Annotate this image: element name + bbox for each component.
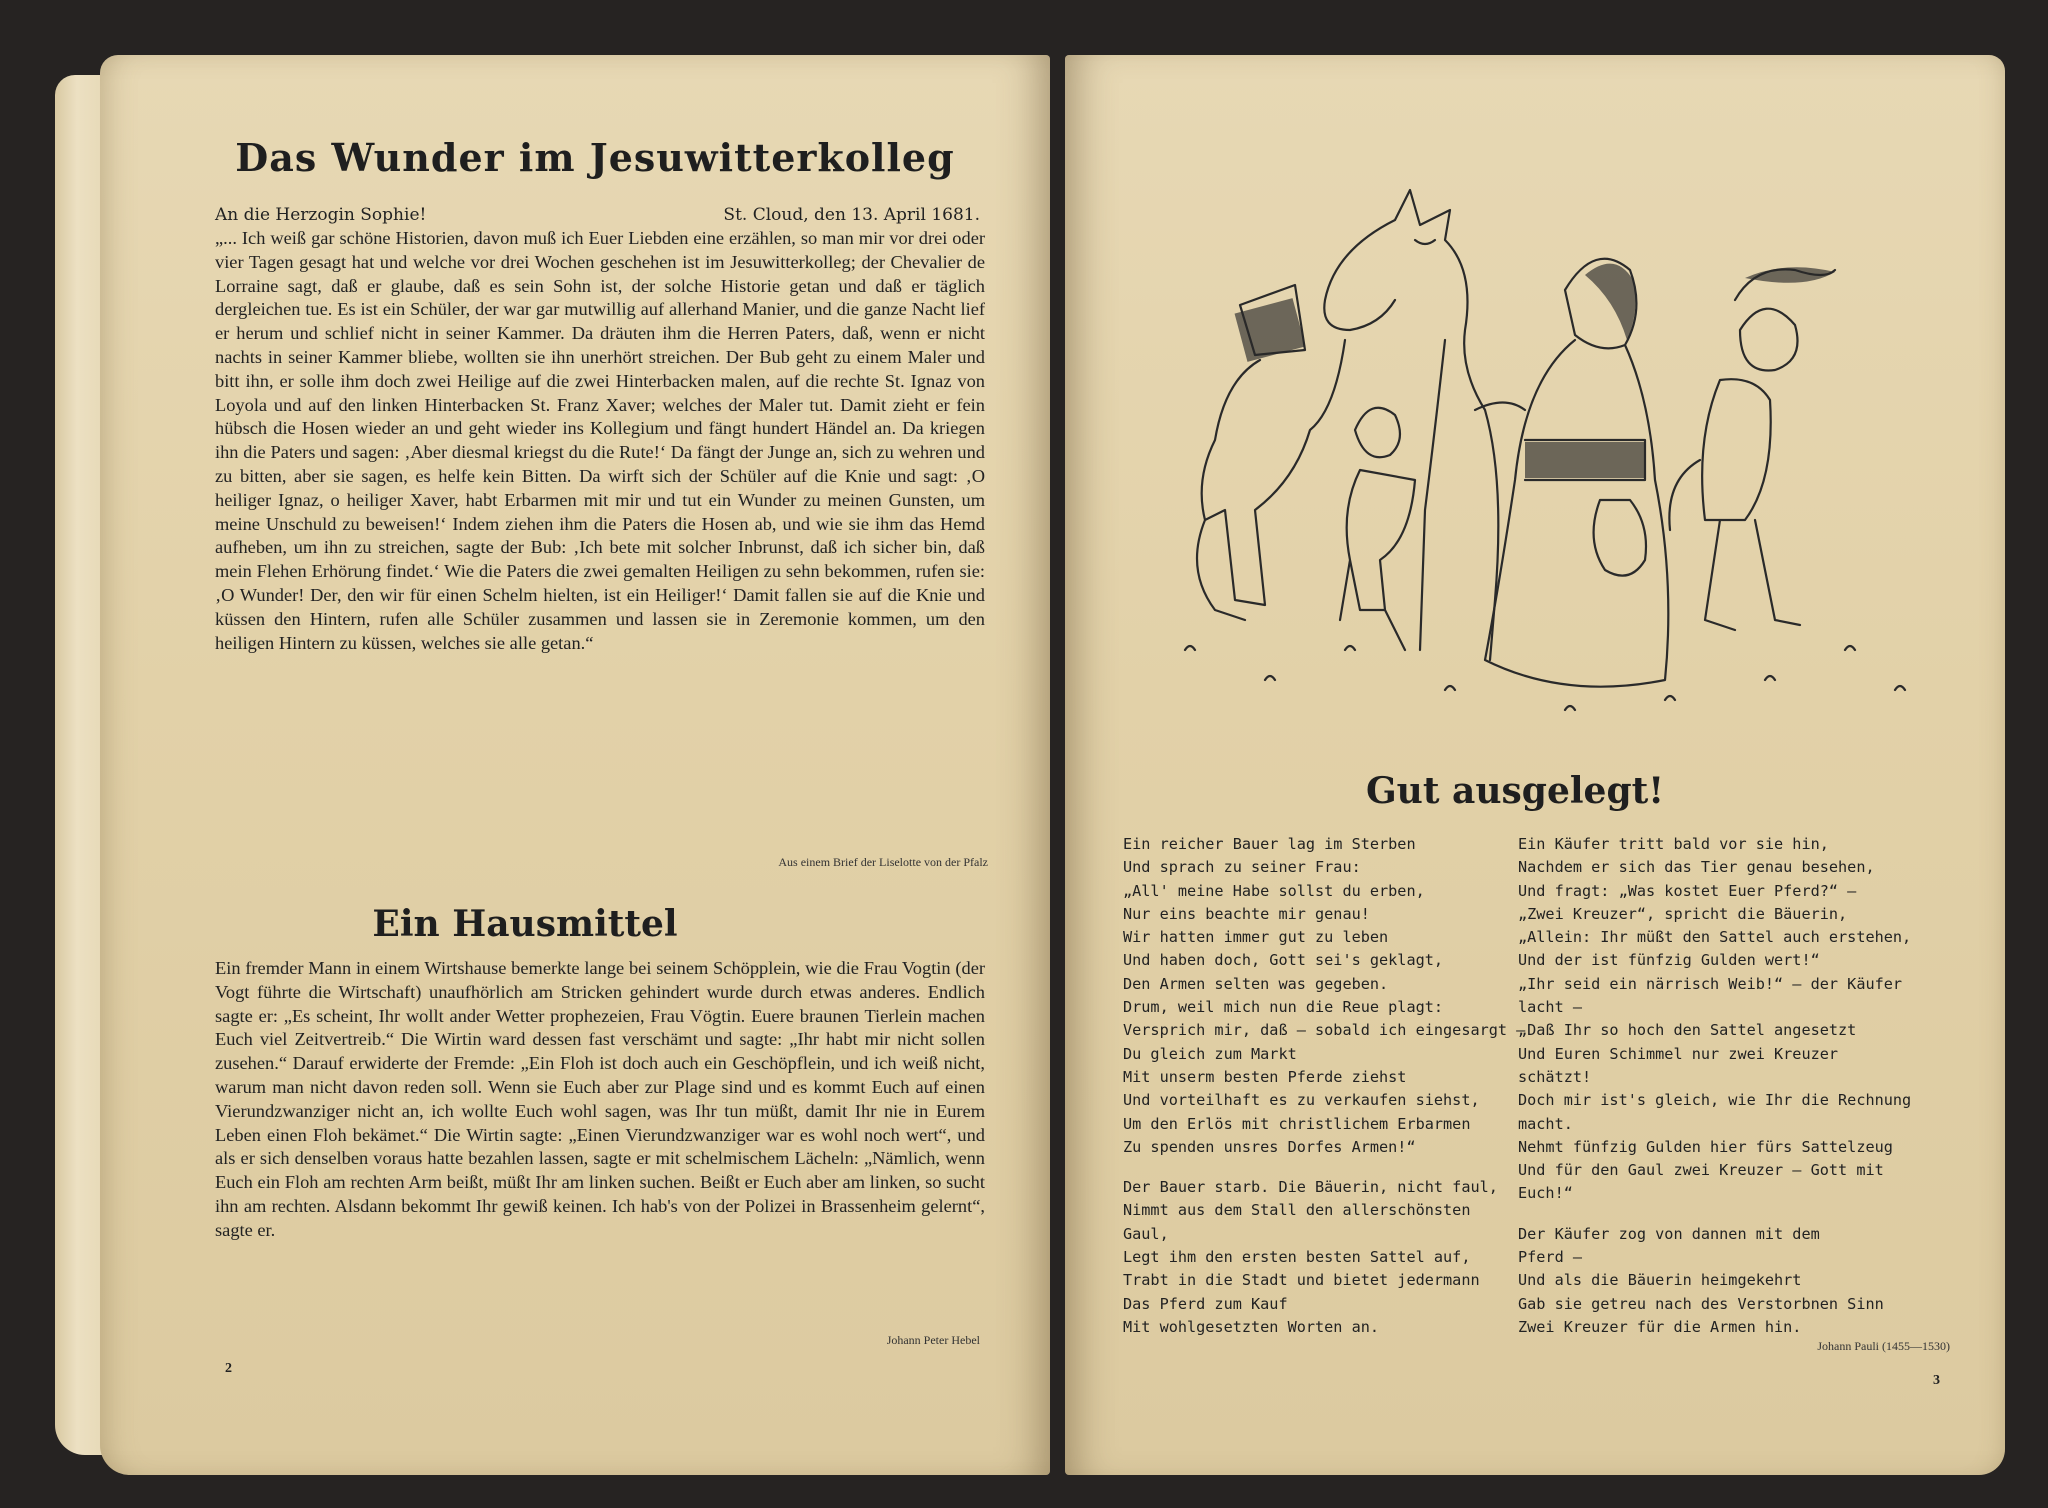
page-number-right: 3 <box>1933 1373 1940 1388</box>
poem-column-right <box>1518 833 1938 1339</box>
poem-title: Gut ausgelegt! <box>1365 770 1665 812</box>
poem-line: lacht – <box>1518 998 1583 1017</box>
woodcut-illustration <box>1145 180 1935 740</box>
poem-line: „All' meine Habe sollst du erben, <box>1123 881 1425 900</box>
poem-line: Doch mir ist's gleich, wie Ihr die Rechnung <box>1518 1091 1912 1110</box>
poem-line: Nur eins beachte mir genau! <box>1123 904 1370 923</box>
story-title: Ein Hausmittel <box>372 903 678 945</box>
poem-line: Der Käufer zog von dannen mit dem <box>1518 1224 1820 1243</box>
poem-line: „Zwei Kreuzer“, spricht die Bäuerin, <box>1518 904 1848 923</box>
poem-line: Gaul, <box>1123 1224 1169 1243</box>
letter-title: Das Wunder im Jesuwitterkolleg <box>235 135 955 180</box>
poem-line: „Ihr seid ein närrisch Weib!“ – der Käufer <box>1518 974 1903 993</box>
poem-line: „Daß Ihr so hoch den Sattel angesetzt <box>1518 1021 1857 1040</box>
poem-line: Mit unserm besten Pferde ziehst <box>1123 1067 1407 1086</box>
letter-dateline: St. Cloud, den 13. April 1681. <box>723 205 980 225</box>
poem-line: Euch!“ <box>1518 1184 1573 1203</box>
poem-line: schätzt! <box>1518 1067 1592 1086</box>
poem-line: Der Bauer starb. Die Bäuerin, nicht faul, <box>1123 1178 1498 1197</box>
poem-line: Das Pferd zum Kauf <box>1123 1294 1288 1313</box>
small-man-figure <box>1340 408 1415 650</box>
ground-flowers <box>1185 646 1905 710</box>
poem-line: macht. <box>1518 1114 1573 1133</box>
poem-line: Wir hatten immer gut zu leben <box>1123 928 1389 947</box>
poem-line: Gab sie getreu nach des Verstorbnen Sinn <box>1518 1294 1884 1313</box>
poem-line: Zu spenden unsres Dorfes Armen!“ <box>1123 1137 1416 1156</box>
poem-line: Und Euren Schimmel nur zwei Kreuzer <box>1518 1044 1839 1063</box>
poem-line: Du gleich zum Markt <box>1123 1044 1297 1063</box>
poem-source: Johann Pauli (1455—1530) <box>1817 1339 1950 1353</box>
right-page <box>1065 55 2005 1475</box>
poem-line: „Allein: Ihr müßt den Sattel auch erstehen, <box>1518 928 1912 947</box>
open-booklet <box>55 55 2005 1475</box>
story-body: Ein fremder Mann in einem Wirtshause bemerkte lange bei seinem Schöpplein, wie die Frau Vogtin (der Vogt führte die Wirtschaft) unaufhörlich am Stricken gehindert wurde durch etwas anderes. Endlich sagte er: „Es scheint, Ihr wollt ander Wetter prophezeien, Frau Vögtin. Euere braunen Tierlein machen Euch viel Zeitvertreib.“ Die Wirtin ward dessen fast verschämt und sagte: „Ihr habt mir nicht sollen zusehen.“ Darauf erwiderte der Fremde: „Ein Floh ist doch auch ein Geschöpflein, und ich weiß nicht, warum man nicht davon reden soll. Wenn sie Euch aber zur Plage sind und es kommt Euch auf einen Vierundzwanziger nicht an, ich wollte Euch wohl sagen, was Ihr tun müßt, damit Ihr nie in Eurem Leben einen Floh bekämet.“ Die Wirtin sagte: „Einen Vierundzwanziger war es wohl noch wert“, und als er sich denselben voraus hatte bezahlen lassen, sagte er mit schelmischem Lächeln: „Nämlich, wenn Euch ein Floh am rechten Arm beißt, müßt Ihr am linken suchen. Beißt er Euch aber am linken, so sucht ihn am rechten. Alsdann bekommt Ihr gewiß keinen. Ich hab's von der Polizei in Brassenheim gelernt“, sagte er. <box>215 958 985 1240</box>
poem-line: Und vorteilhaft es zu verkaufen siehst, <box>1123 1091 1480 1110</box>
horse-figure <box>1324 190 1498 660</box>
poem-line: Ein Käufer tritt bald vor sie hin, <box>1518 835 1829 853</box>
poem-line: Pferd – <box>1518 1248 1583 1267</box>
poem-line: Und fragt: „Was kostet Euer Pferd?“ – <box>1518 881 1857 900</box>
poem-line: Und sprach zu seiner Frau: <box>1123 858 1361 877</box>
poem-line: Nehmt fünfzig Gulden hier fürs Sattelzeug <box>1518 1137 1893 1156</box>
letter-header <box>215 205 980 225</box>
poem-line: Versprich mir, daß – sobald ich eingesargt – <box>1123 1021 1526 1040</box>
poem-line: Legt ihm den ersten besten Sattel auf, <box>1123 1248 1471 1267</box>
poem-line: Nachdem er sich das Tier genau besehen, <box>1518 858 1875 877</box>
letter-body: „... Ich weiß gar schöne Historien, davon muß ich Euer Liebden eine erzählen, so man mir vor drei oder vier Tagen gesagt hat und welche vor drei Wochen geschehen ist im Jesuwitterkolleg; der Chevalier de Lorraine sagt, daß er glaube, daß es sein Sohn ist, der solche Historie getan und daß er täglich dergleichen tue. Es ist ein Schüler, der war gar mutwillig auf allerhand Manier, und die ganze Nacht lief er herum und schlief nicht in seiner Kammer. Da dräuten ihm die Herren Paters, daß, wenn er nicht nachts in seiner Kammer bliebe, wollten sie ihn unerhört streichen. Der Bub geht zu einem Maler und bitt ihn, er solle ihm doch zwei Heilige auf die zwei Hinterbacken malen, auf die rechte St. Ignaz von Loyola und auf den linken Hinterbacken St. Franz Xaver; welches der Maler tut. Damit zieht er fein hübsch die Hosen wieder an und geht wieder ins Kollegium und fängt hundert Händel an. Da kriegen ihn die Paters und sagen: ‚Aber diesmal kriegst du die Rute!‘ Da fängt der Junge an, sich zu wehren und zu bitten, aber sie sagen, es helfe kein Bitten. Da wirft sich der Schüler auf die Knie und sagt: ‚O heiliger Ignaz, o heiliger Xaver, habt Erbarmen mit mir und tut ein Wunder zu meinen Gunsten, um meine Unschuld zu beweisen!‘ Indem ziehen ihm die Paters die Hosen ab, und wie sie ihm das Hemd aufheben, um ihn zu streichen, sagte der Bub: ‚Ich bete mit solcher Inbrunst, daß ich sicher bin, daß mein Flehen Erhörung findet.‘ Wie die Paters die zwei gemalten Heiligen zu sehn bekommen, rufen sie: ‚O Wunder! Der, den wir für einen Schelm hielten, ist ein Heiliger!‘ Damit fallen sie auf die Knie und küssen den Hintern, rufen alle Schüler zusammen und lassen sie in Zeremonie kommen, um den heiligen Hintern zu küssen, welches sie alle getan.“ <box>215 228 985 653</box>
poem-line: Zwei Kreuzer für die Armen hin. <box>1518 1317 1802 1336</box>
poem-line: Und haben doch, Gott sei's geklagt, <box>1123 951 1444 970</box>
stanza-gap <box>1518 1206 1938 1223</box>
poem-line: Ein reicher Bauer lag im Sterben <box>1123 835 1416 853</box>
poem-line: Drum, weil mich nun die Reue plagt: <box>1123 998 1444 1017</box>
stanza-gap <box>1123 1159 1493 1176</box>
letter-source: Aus einem Brief der Liselotte von der Pfalz <box>778 855 988 869</box>
poem-line: Um den Erlös mit christlichem Erbarmen <box>1123 1114 1471 1133</box>
poem-line: Nimmt aus dem Stall den allerschönsten <box>1123 1201 1471 1220</box>
poem-line: Und der ist fünfzig Gulden wert!“ <box>1518 951 1820 970</box>
poem-line: Trabt in die Stadt und bietet jedermann <box>1123 1271 1480 1290</box>
poem-column-left <box>1123 833 1526 1339</box>
poem-line: Mit wohlgesetzten Worten an. <box>1123 1317 1380 1336</box>
left-page <box>100 55 1050 1475</box>
story-source: Johann Peter Hebel <box>886 1333 980 1347</box>
buyer-figure <box>1669 269 1835 630</box>
page-number-left: 2 <box>225 1361 232 1376</box>
poem-line: Und als die Bäuerin heimgekehrt <box>1518 1271 1802 1290</box>
poem-line: Und für den Gaul zwei Kreuzer – Gott mit <box>1518 1161 1884 1180</box>
poem-line: Den Armen selten was gegeben. <box>1123 974 1389 993</box>
letter-salutation: An die Herzogin Sophie! <box>215 205 427 225</box>
